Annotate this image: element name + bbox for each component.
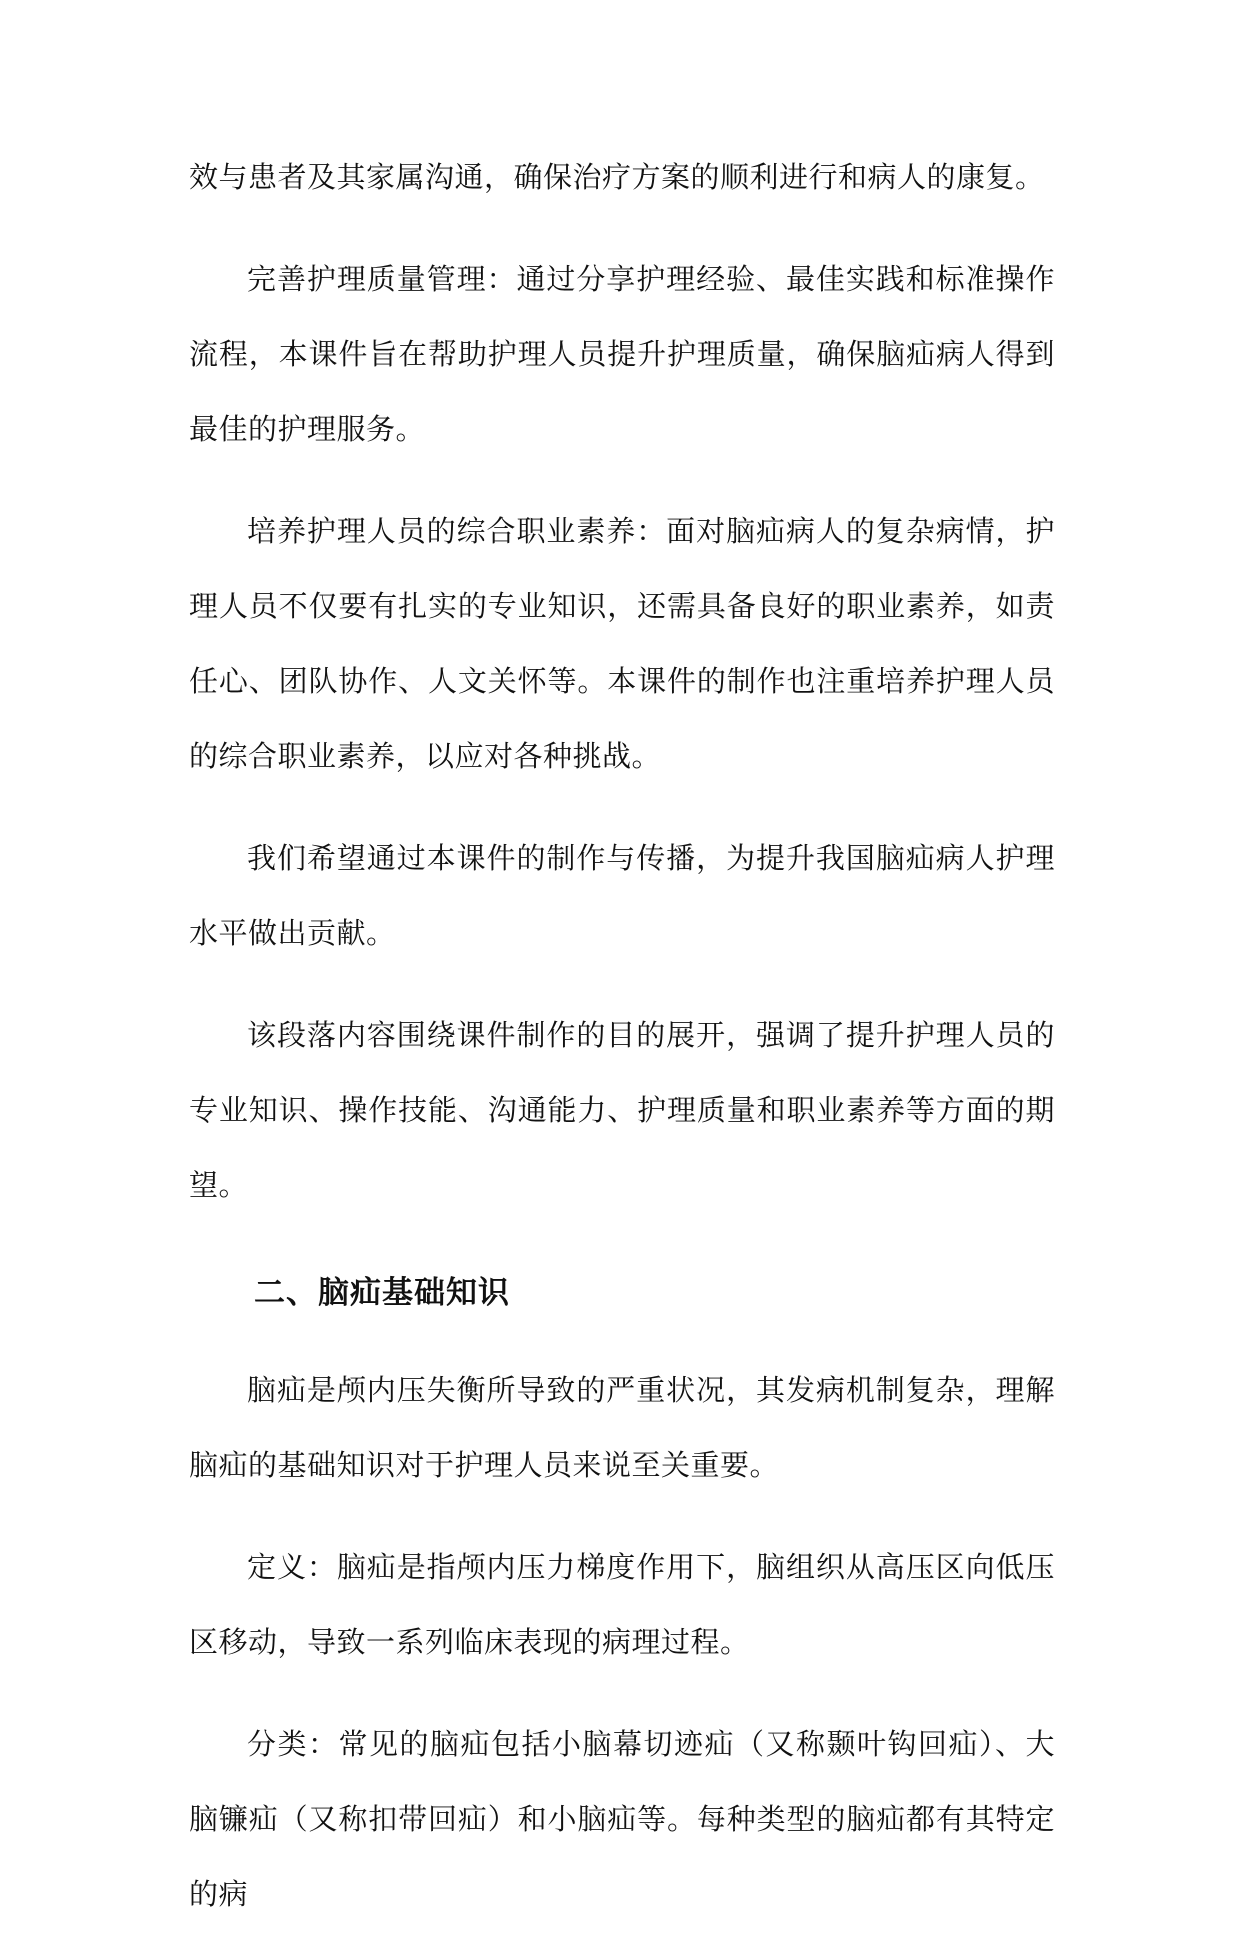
document-body (189, 140, 1055, 1959)
paragraph-contribution: 我们希望通过本课件的制作与传播，为提升我国脑疝病人护理水平做出贡献。 (189, 841, 1055, 950)
section-heading: 二、脑疝基础知识 (254, 1275, 510, 1311)
paragraph-continuation: 效与患者及其家属沟通，确保治疗方案的顺利进行和病人的康复。 (189, 160, 1045, 194)
paragraph-intro: 脑疝是颅内压失衡所导致的严重状况，其发病机制复杂，理解脑疝的基础知识对于护理人员来说至关重要。 (189, 1373, 1055, 1482)
paragraph-classification: 分类：常见的脑疝包括小脑幕切迹疝（又称颞叶钩回疝）、大脑镰疝（又称扣带回疝）和小脑疝等。每种类型的脑疝都有其特定的病 (189, 1727, 1055, 1911)
paragraph-quality-management: 完善护理质量管理：通过分享护理经验、最佳实践和标准操作流程，本课件旨在帮助护理人员提升护理质量，确保脑疝病人得到最佳的护理服务。 (189, 262, 1055, 446)
paragraph-professional-literacy: 培养护理人员的综合职业素养：面对脑疝病人的复杂病情，护理人员不仅要有扎实的专业知识，还需具备良好的职业素养，如责任心、团队协作、人文关怀等。本课件的制作也注重培养护理人员的综合职业素养，以应对各种挑战。 (189, 514, 1055, 773)
paragraph-summary: 该段落内容围绕课件制作的目的展开，强调了提升护理人员的专业知识、操作技能、沟通能力、护理质量和职业素养等方面的期望。 (189, 1018, 1055, 1202)
paragraph-definition: 定义：脑疝是指颅内压力梯度作用下，脑组织从高压区向低压区移动，导致一系列临床表现的病理过程。 (189, 1550, 1055, 1659)
